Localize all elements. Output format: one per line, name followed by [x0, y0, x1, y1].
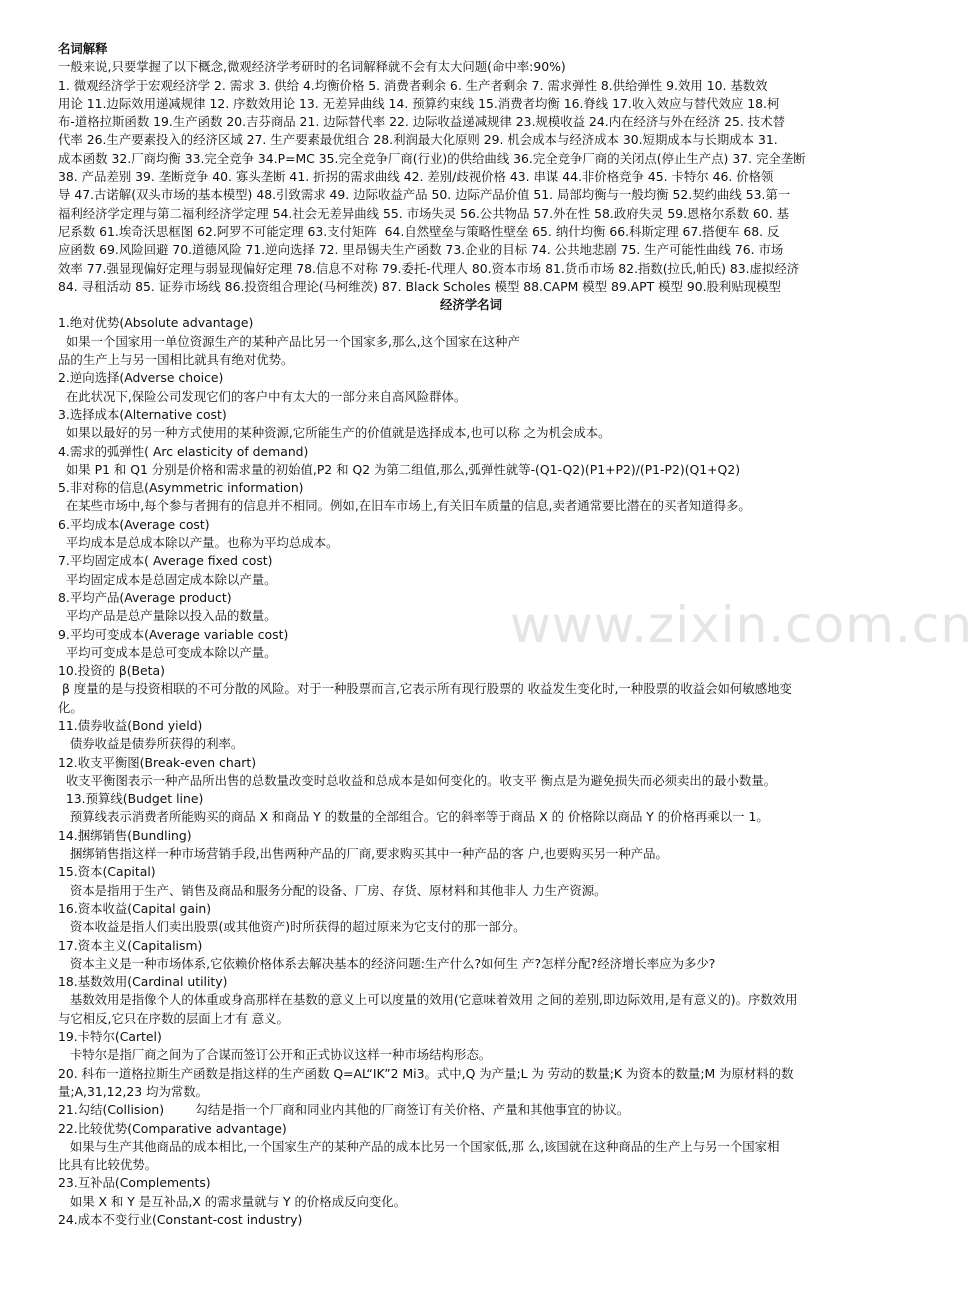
entry-body-line: 量;A,31,12,23 均为常数。 — [58, 1083, 209, 1099]
glossary-entry — [58, 1101, 884, 1119]
glossary-entry — [58, 1028, 884, 1065]
glossary-entry — [58, 369, 884, 406]
term-list-line: 用论 11.边际效用递减规律 12. 序数效用论 13. 无差异曲线 14. 预算约束线 15.消费者均衡 16.脊线 17.收入效应与替代效应 18.柯 — [58, 95, 780, 111]
entry-body-line: 卡特尔是指厂商之间为了合谋而签订公开和正式协议这样一种市场结构形态。 — [58, 1047, 492, 1063]
entry-body-line: 捆绑销售指这样一种市场营销手段,出售两种产品的厂商,要求购买其中一种产品的客 户,也要购买另一种产品。 — [58, 846, 668, 862]
entry-title: 9.平均可变成本(Average variable cost) — [58, 626, 289, 642]
entry-body-line: 基数效用是指像个人的体重或身高那样在基数的意义上可以度量的效用(它意味着效用 之间的差别,即边际效用,是有意义的)。序数效用 — [58, 992, 798, 1008]
entry-body-line: 如果一个国家用一单位资源生产的某种产品比另一个国家多,那么,这个国家在这种产 — [58, 333, 520, 349]
entry-body-line: 债券收益是债券所获得的利率。 — [58, 736, 244, 752]
section-title: 经济学名词 — [440, 297, 502, 313]
entry-title: 7.平均固定成本( Average fixed cost) — [58, 553, 273, 569]
entry-body-line: β 度量的是与投资相联的不可分散的风险。对于一种股票而言,它表示所有现行股票的 收益发生变化时,一种股票的收益会如何敏感地变 — [58, 681, 792, 697]
term-list-line: 84. 寻租活动 85. 证券市场线 86.投资组合理论(马柯维茨) 87. Black Scholes 模型 88.CAPM 模型 89.APT 模型 90.股利贴现模型 — [58, 278, 781, 294]
term-list-line: 导 47.古诺解(双头市场的基本模型) 48.引致需求 49. 边际收益产品 50. 边际产品价值 51. 局部均衡与一般均衡 52.契约曲线 53.第一 — [58, 187, 791, 203]
glossary-entry — [58, 552, 884, 589]
entry-title: 20. 科布一道格拉斯生产函数是指这样的生产函数 Q=AL“IK”2 Mi3。式中,Q 为产量;L 为 劳动的数量;K 为资本的数量;M 为原材料的数 — [58, 1065, 794, 1081]
term-list-line: 效率 77.强显现偏好定理与弱显现偏好定理 78.信息不对称 79.委托-代理人 80.资本市场 81.货币市场 82.指数(拉氏,帕氏) 83.虚拟经济 — [58, 260, 800, 276]
entry-body-line: 资本是指用于生产、销售及商品和服务分配的设备、厂房、存货、原材料和其他非人 力生产资源。 — [58, 882, 607, 898]
entry-title: 16.资本收益(Capital gain) — [58, 900, 212, 916]
glossary-entry — [58, 406, 884, 443]
entry-title: 21.勾结(Collision) 勾结是指一个厂商和同业内其他的厂商签订有关价格、产量和其他事宜的协议。 — [58, 1102, 630, 1118]
term-list-line: 成本函数 32.厂商均衡 33.完全竞争 34.P=MC 35.完全竞争厂商(行业)的供给曲线 36.完全竞争厂商的关闭点(停止生产点) 37. 完全垄断 — [58, 150, 806, 166]
entry-body-line: 资本收益是指人们卖出股票(或其他资产)时所获得的超过原来为它支付的那一部分。 — [58, 919, 526, 935]
glossary-entry — [58, 626, 884, 663]
entry-body-line: 平均成本是总成本除以产量。也称为平均总成本。 — [58, 535, 339, 551]
watermark: www.zixin.com.cn — [510, 596, 973, 654]
entry-title: 1.绝对优势(Absolute advantage) — [58, 315, 254, 331]
glossary-entry — [58, 1065, 884, 1102]
glossary-entry — [58, 790, 884, 827]
glossary-entry — [58, 754, 884, 791]
entry-title: 23.互补品(Complements) — [58, 1175, 211, 1191]
glossary-entry — [58, 1174, 884, 1211]
glossary-entry — [58, 937, 884, 974]
term-list-line: 1. 微观经济学于宏观经济学 2. 需求 3. 供给 4.均衡价格 5. 消费者剩余 6. 生产者剩余 7. 需求弹性 8.供给弹性 9.效用 10. 基数效 — [58, 77, 768, 93]
entry-title: 13.预算线(Budget line) — [58, 791, 204, 807]
entry-title: 6.平均成本(Average cost) — [58, 516, 210, 532]
glossary-entry — [58, 1120, 884, 1175]
entry-title: 11.债券收益(Bond yield) — [58, 717, 203, 733]
entry-title: 10.投资的 β(Beta) — [58, 663, 165, 679]
glossary-entry — [58, 900, 884, 937]
glossary-entry — [58, 662, 884, 717]
entry-title: 12.收支平衡图(Break-even chart) — [58, 754, 257, 770]
entry-title: 14.捆绑销售(Bundling) — [58, 827, 192, 843]
term-list-line: 福利经济学定理与第二福利经济学定理 54.社会无差异曲线 55. 市场失灵 56.公共物品 57.外在性 58.政府失灵 59.恩格尔系数 60. 基 — [58, 205, 789, 221]
entry-title: 8.平均产品(Average product) — [58, 589, 232, 605]
glossary-entry — [58, 863, 884, 900]
glossary-entry — [58, 516, 884, 553]
document-page — [58, 40, 884, 1229]
entry-title: 18.基数效用(Cardinal utility) — [58, 974, 228, 990]
term-list — [58, 77, 884, 297]
glossary-entry — [58, 1211, 884, 1229]
glossary-entry — [58, 589, 884, 626]
entry-body-line: 品的生产上与另一国相比就具有绝对优势。 — [58, 352, 294, 368]
entry-title: 17.资本主义(Capitalism) — [58, 937, 203, 953]
entry-title: 2.逆向选择(Adverse choice) — [58, 370, 224, 386]
term-list-line: 布-道格拉斯函数 19.生产函数 20.吉芬商品 21. 边际替代率 22. 边际收益递减规律 23.规模收益 24.内在经济与外在经济 25. 技术替 — [58, 114, 785, 130]
entry-body-line: 平均可变成本是总可变成本除以产量。 — [58, 644, 277, 660]
intro-line: 一般来说,只要掌握了以下概念,微观经济学考研时的名词解释就不会有太大问题(命中率:90%) — [58, 59, 566, 75]
entry-body-line: 如果 P1 和 Q1 分别是价格和需求量的初始值,P2 和 Q2 为第二组值,那么,弧弹性就等-(Q1-Q2)(P1+P2)/(P1-P2)(Q1+Q2) — [58, 461, 741, 477]
glossary-entry — [58, 443, 884, 480]
entry-body-line: 收支平衡图表示一种产品所出售的总数量改变时总收益和总成本是如何变化的。收支平 衡点是为避免损失而必须卖出的最小数量。 — [58, 772, 777, 788]
entry-body-line: 化。 — [58, 699, 83, 715]
entry-body-line: 与它相反,它只在序数的层面上才有 意义。 — [58, 1010, 289, 1026]
entry-body-line: 如果与生产其他商品的成本相比,一个国家生产的某种产品的成本比另一个国家低,那 么,该国就在这种商品的生产上与另一个国家相 — [58, 1138, 780, 1154]
entry-title: 24.成本不变行业(Constant-cost industry) — [58, 1212, 303, 1227]
entry-body-line: 如果 X 和 Y 是互补品,X 的需求量就与 Y 的价格成反向变化。 — [58, 1193, 407, 1209]
entry-title: 15.资本(Capital) — [58, 864, 156, 880]
term-list-line: 应函数 69.风险回避 70.道德风险 71.逆向选择 72. 里昂锡夫生产函数 73.企业的目标 74. 公共地悲剧 75. 生产可能性曲线 76. 市场 — [58, 242, 784, 258]
glossary-entry — [58, 973, 884, 1028]
entry-title: 19.卡特尔(Cartel) — [58, 1029, 162, 1045]
entry-body-line: 在此状况下,保险公司发现它们的客户中有太大的一部分来自高风险群体。 — [58, 388, 467, 404]
glossary-entries — [58, 314, 884, 1229]
entry-title: 3.选择成本(Alternative cost) — [58, 406, 227, 422]
glossary-entry — [58, 314, 884, 369]
term-list-line: 38. 产品差别 39. 垄断竞争 40. 寡头垄断 41. 折拐的需求曲线 42. 差别/歧视价格 43. 串谋 44.非价格竞争 45. 卡特尔 46. 价格领 — [58, 169, 774, 185]
heading: 名词解释 — [58, 41, 108, 56]
entry-body-line: 资本主义是一种市场体系,它依赖价格体系去解决基本的经济问题:生产什么?如何生 产?怎样分配?经济增长率应为多少? — [58, 955, 716, 971]
term-list-line: 代率 26.生产要素投入的经济区域 27. 生产要素最优组合 28.利润最大化原则 29. 机会成本与经济成本 30.短期成本与长期成本 31. — [58, 132, 778, 148]
entry-body-line: 比具有比较优势。 — [58, 1157, 158, 1173]
entry-title: 5.非对称的信息(Asymmetric information) — [58, 480, 304, 496]
glossary-entry — [58, 827, 884, 864]
entry-body-line: 平均固定成本是总固定成本除以产量。 — [58, 571, 277, 587]
glossary-entry — [58, 717, 884, 754]
term-list-line: 尼系数 61.埃奇沃思框图 62.阿罗不可能定理 63.支付矩阵 64.自然壁垒与策略性壁垒 65. 纳什均衡 66.科斯定理 67.搭便车 68. 反 — [58, 223, 780, 239]
entry-body-line: 在某些市场中,每个参与者拥有的信息并不相同。例如,在旧车市场上,有关旧车质量的信息,卖者通常要比潜在的买者知道得多。 — [58, 498, 751, 514]
entry-body-line: 预算线表示消费者所能购买的商品 X 和商品 Y 的数量的全部组合。它的斜率等于商品 X 的 价格除以商品 Y 的价格再乘以一 1。 — [58, 809, 769, 825]
entry-body-line: 如果以最好的另一种方式使用的某种资源,它所能生产的价值就是选择成本,也可以称 之为机会成本。 — [58, 425, 611, 441]
glossary-entry — [58, 479, 884, 516]
entry-body-line: 平均产品是总产量除以投入品的数量。 — [58, 608, 277, 624]
entry-title: 22.比较优势(Comparative advantage) — [58, 1120, 287, 1136]
entry-title: 4.需求的弧弹性( Arc elasticity of demand) — [58, 443, 309, 459]
